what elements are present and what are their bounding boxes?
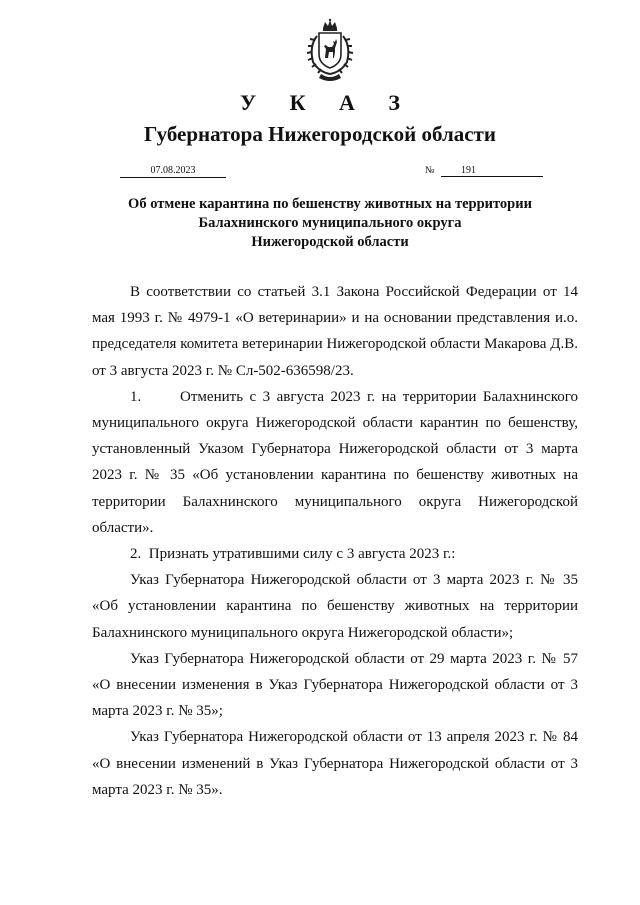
subject-line: Об отмене карантина по бешенству животных на территории — [128, 196, 532, 212]
document-date: 07.08.2023 — [120, 165, 226, 178]
document-subject — [80, 195, 580, 252]
document-number: 191 — [441, 165, 543, 177]
subject-line: Балахнинского муниципального округа — [198, 215, 462, 231]
document-body — [92, 279, 578, 803]
document-type-title: У К А З — [239, 90, 415, 115]
repealed-decree-2: Указ Губернатора Нижегородской области от 29 марта 2023 г. № 57 «О внесении изменения в Указ Губернатора Нижегородской области от 3 марта 2023 г. № 35»; — [92, 650, 578, 720]
repealed-decree-1: Указ Губернатора Нижегородской области от 3 марта 2023 г. № 35 «Об установлении карантина по бешенству животных на территории Балахнинского муниципального округа Нижегородской области»; — [92, 572, 578, 641]
item-2-paragraph: 2. Признать утратившими силу с 3 августа 2023 г.: — [130, 546, 456, 563]
subject-line: Нижегородской области — [251, 234, 409, 250]
number-sign: № — [425, 165, 435, 176]
issuer-title: Губернатора Нижегородской области — [144, 122, 496, 146]
repealed-decree-3: Указ Губернатора Нижегородской области от 13 апреля 2023 г. № 84 «О внесении изменений в Указ Губернатора Нижегородской области от 3 марта 2023 г. № 35». — [92, 729, 578, 798]
item-1-paragraph: 1. Отменить с 3 августа 2023 г. на территории Балахнинского муниципального округа Нижегородской области карантин по бешенству, установленный Указом Губернатора Нижегородской области от 3 марта 2023 г. № 35 «Об установлении карантина по бешенству животных на территории Балахнинского муниципального округа Нижегородской области». — [92, 388, 578, 536]
coat-of-arms-icon — [299, 18, 361, 82]
preamble-paragraph: В соответствии со статьей 3.1 Закона Российской Федерации от 14 мая 1993 г. № 4979-1 «О ветеринарии» и на основании представления и.о. председателя комитета ветеринарии Нижегородской области Макарова Д.В. от 3 августа 2023 г. № Сл-502-636598/23. — [92, 284, 578, 379]
